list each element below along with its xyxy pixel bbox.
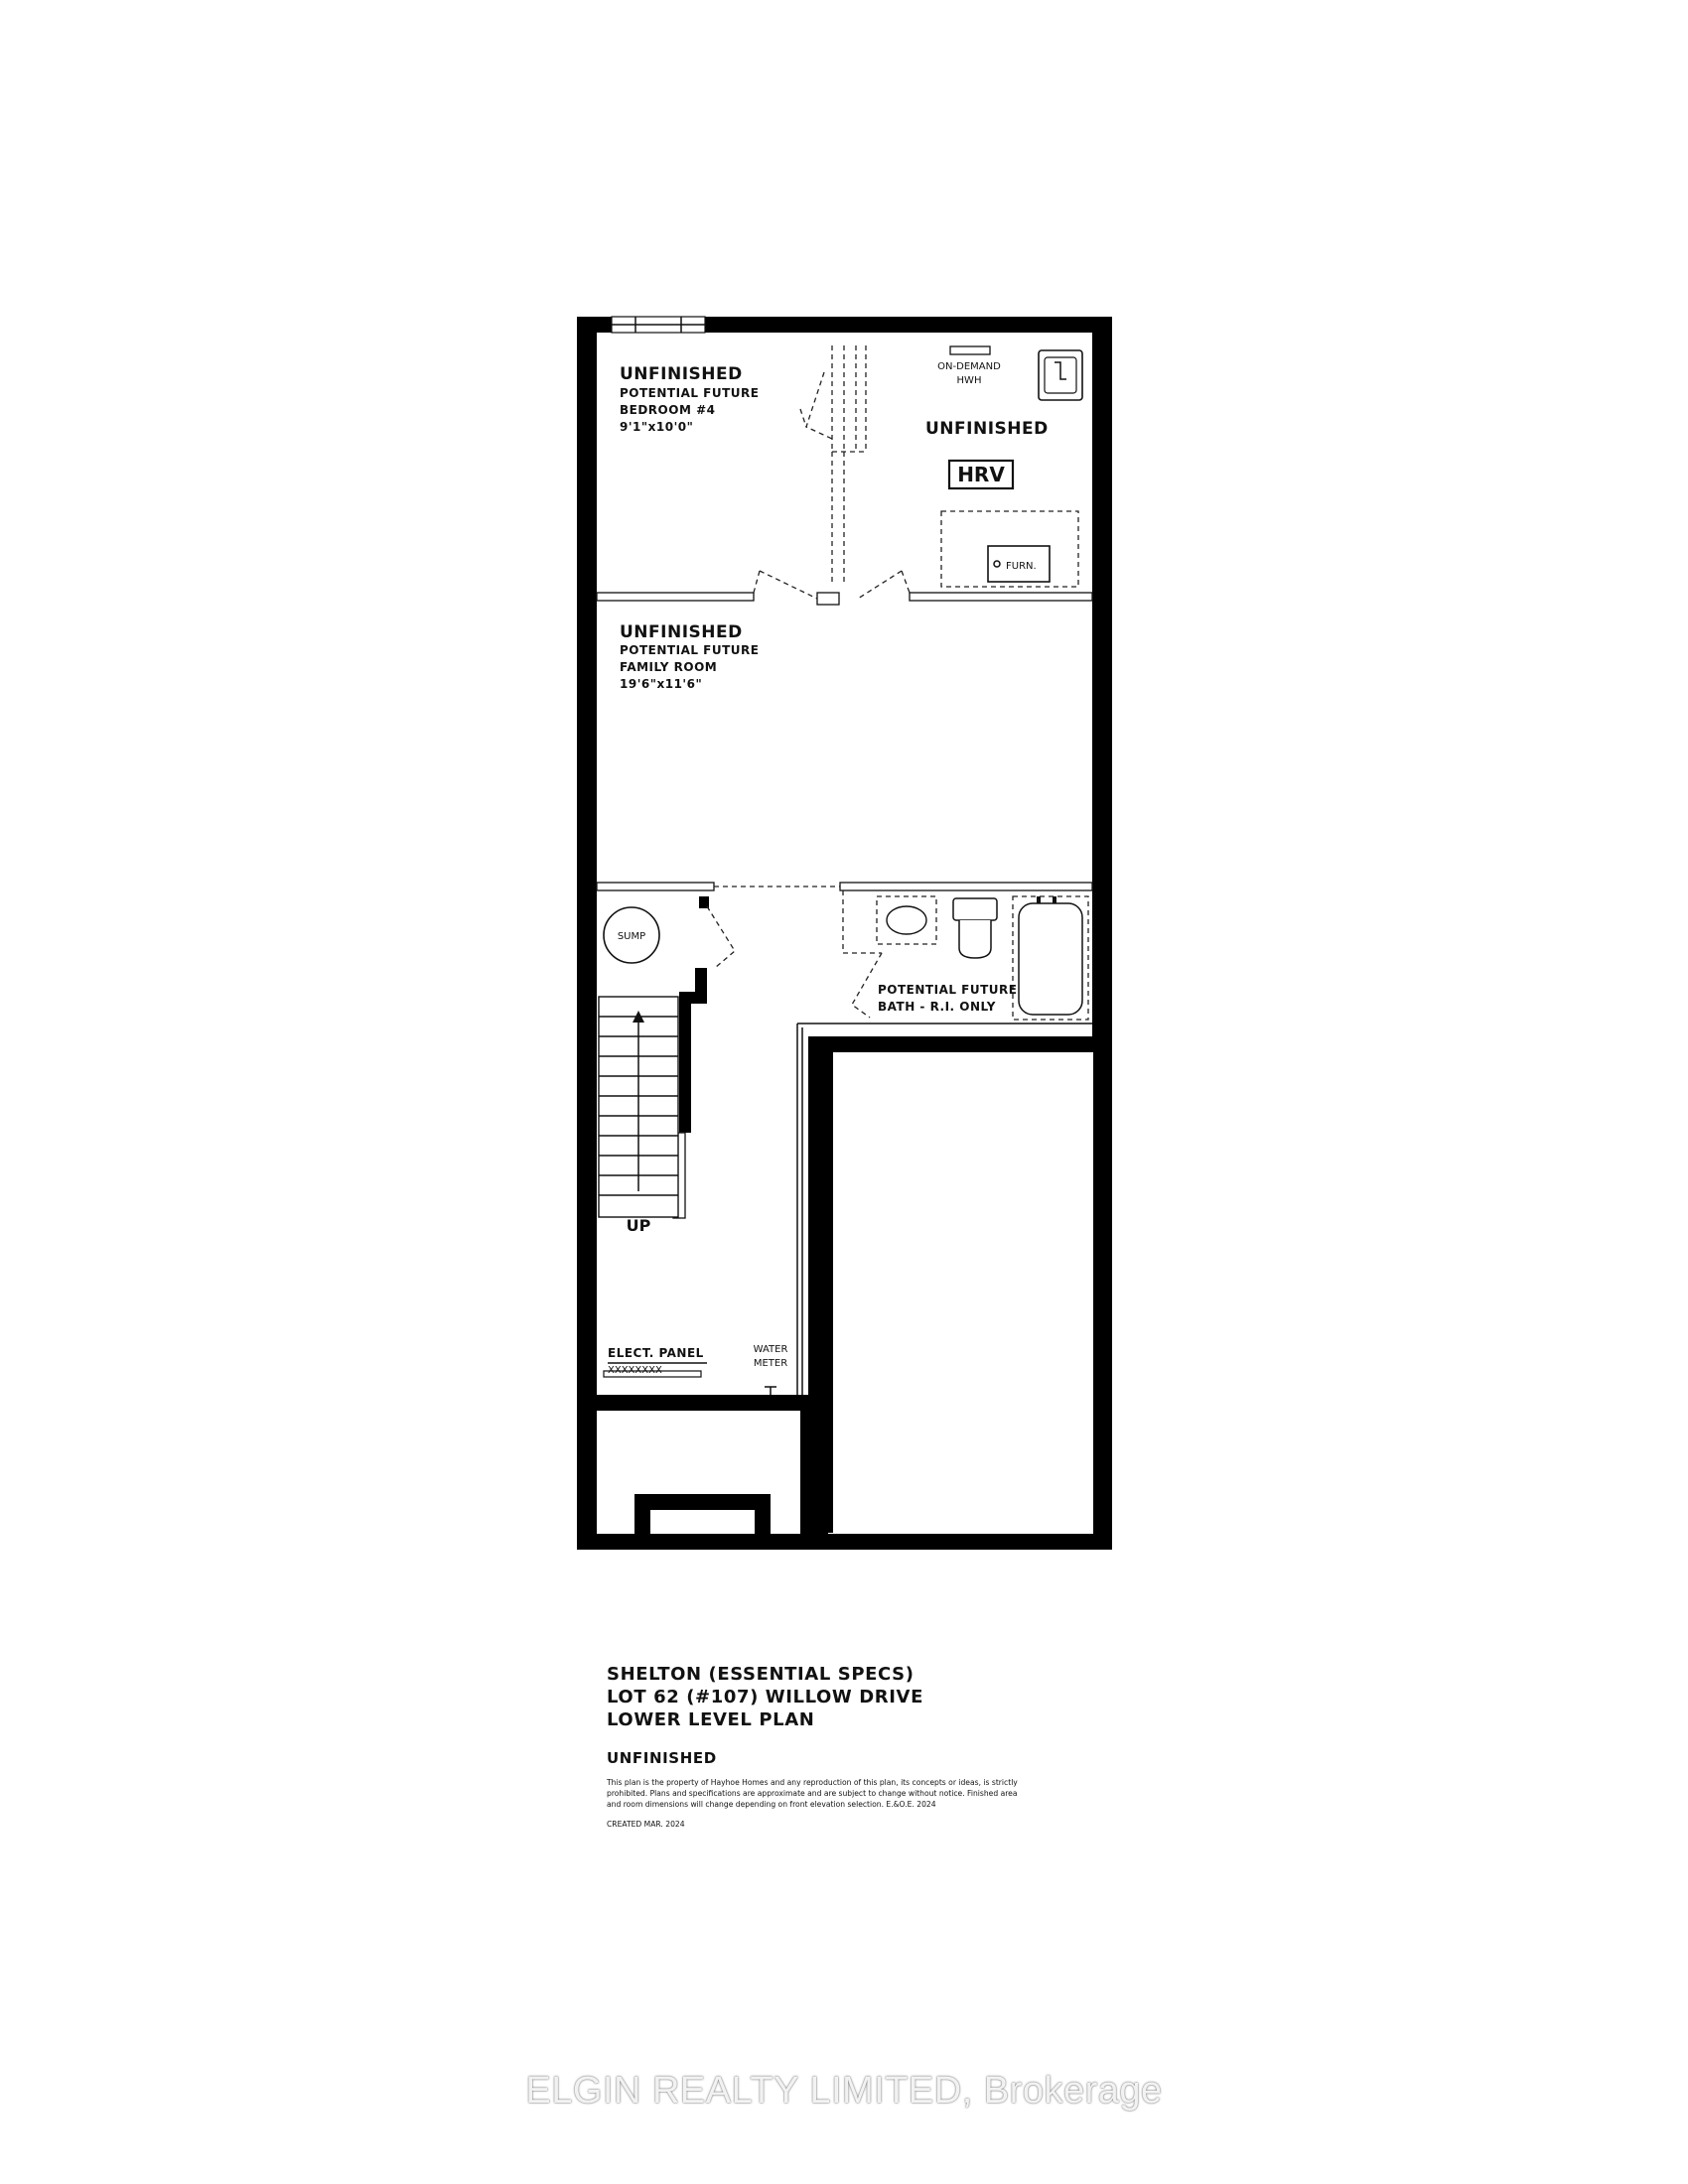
plan-created-date: CREATED MAR. 2024 — [607, 1820, 685, 1829]
title-block — [607, 1663, 1083, 1829]
hrv-label: HRV — [957, 463, 1005, 486]
hwh-label-2: HWH — [956, 375, 982, 386]
family-label-1: UNFINISHED — [620, 622, 743, 642]
sump-label: SUMP — [617, 931, 646, 942]
water-meter-label-2: METER — [753, 1358, 788, 1369]
family-label-2: POTENTIAL FUTURE — [620, 643, 760, 657]
hwh-label-1: ON-DEMAND — [937, 361, 1001, 372]
stair-upper — [754, 345, 910, 605]
bath-label-1: POTENTIAL FUTURE — [878, 983, 1018, 997]
bedroom-label-2: POTENTIAL FUTURE — [620, 386, 760, 400]
window — [612, 317, 705, 333]
bedroom-label-1: UNFINISHED — [620, 364, 743, 384]
family-size: 19'6"x11'6" — [620, 677, 703, 691]
family-label-3: FAMILY ROOM — [620, 660, 718, 674]
hall-door — [707, 906, 735, 968]
bath-label-2: BATH - R.I. ONLY — [878, 1000, 996, 1014]
furnace-label: FURN. — [1006, 561, 1037, 572]
plan-disclaimer: This plan is the property of Hayhoe Homes and any reproduction of this plan, its concepts or ideas, is strictly prohibited. Plans and specifications are approximate and are subject to change without notice. Finished area and room dimensions will change depending on front elevation selection. E.&O.E. 2024 — [607, 1778, 1018, 1809]
plan-level: LOWER LEVEL PLAN — [607, 1709, 815, 1730]
bedroom-size: 9'1"x10'0" — [620, 420, 694, 434]
plan-model-title: SHELTON (ESSENTIAL SPECS) — [607, 1664, 914, 1685]
bedroom-label-3: BEDROOM #4 — [620, 403, 716, 417]
utility-label: UNFINISHED — [925, 419, 1049, 439]
interior-partitions — [597, 593, 1092, 1395]
water-meter-label-1: WATER — [753, 1344, 788, 1355]
brokerage-watermark: ELGIN REALTY LIMITED, Brokerage — [525, 2070, 1163, 2112]
plan-lot-address: LOT 62 (#107) WILLOW DRIVE — [607, 1687, 923, 1707]
elect-panel-label: ELECT. PANEL — [608, 1346, 704, 1360]
main-stairs — [599, 997, 678, 1217]
elect-panel-code: XXXXXXXX — [608, 1365, 662, 1376]
plan-status: UNFINISHED — [607, 1749, 717, 1767]
stairs-up-label: UP — [626, 1216, 651, 1235]
